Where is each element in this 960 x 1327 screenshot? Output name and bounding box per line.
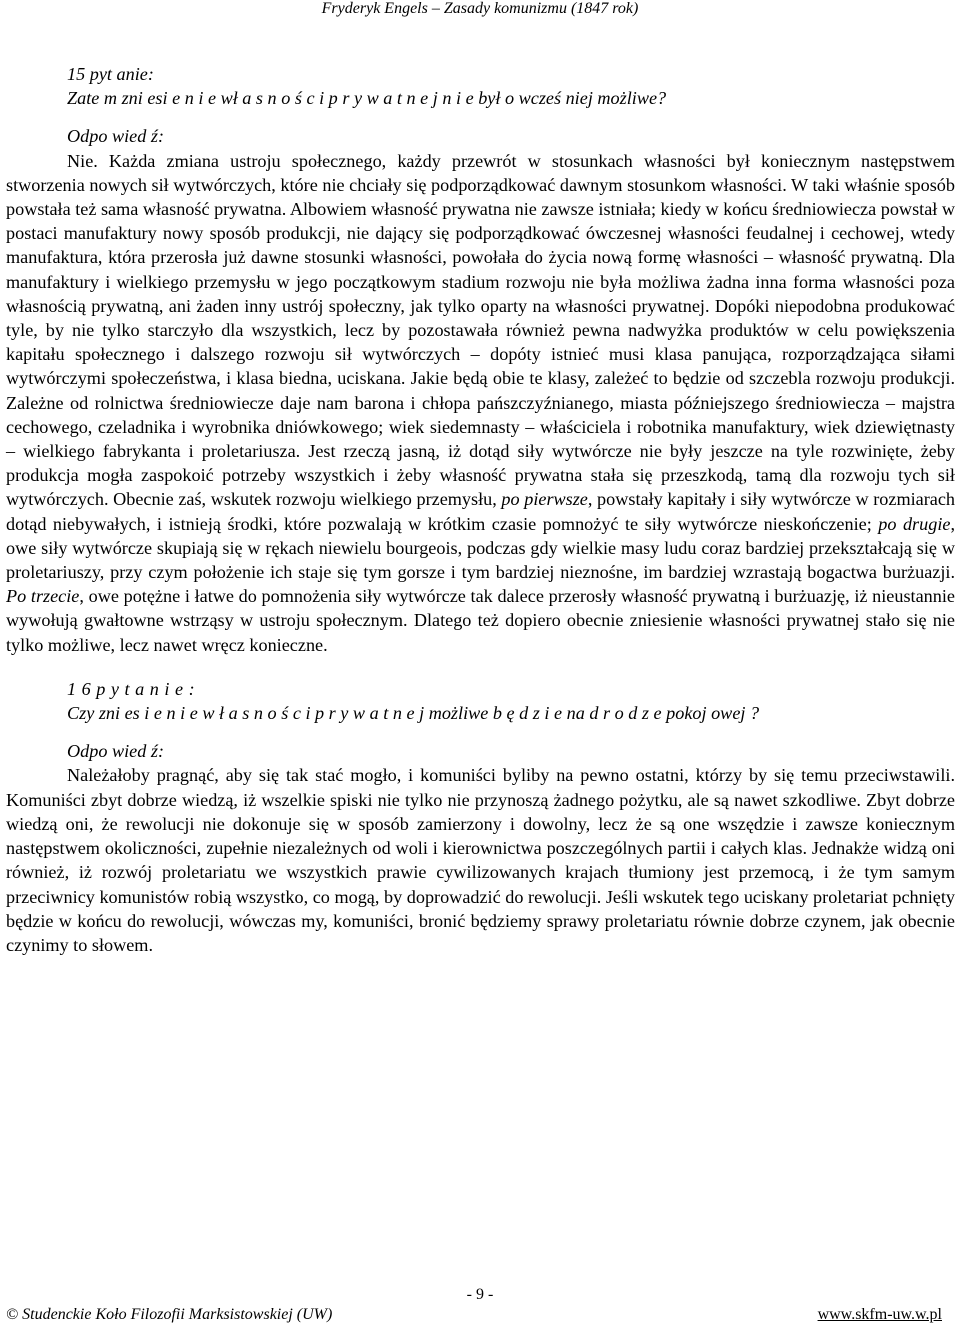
answer-16-paragraph: Należałoby pragnąć, aby się tak stać mogło, i komuniści byliby na pewno ostatni, którzy by się temu przeciwstawili. Komuniści zbyt dobrze wiedzą, iż wszelkie spiski nie tylko nie przynoszą żadnego pożytku, ale są nawet szkodliwe. Zbyt dobrze wiedzą oni, że rewolucji nie dokonuje się w sposób zamierzony i dowolny, lecz że są one wszędzie i zawsze koniecznym następstwem okoliczności, zupełnie niezależnych od woli i kierownictwa poszczególnych partii i całych klas. Jednakże widzą oni również, iż rozwój proletariatu we wszystkich prawie cywilizowanych krajach tłumiony jest przemocą, i że tym samym przeciwnicy komunistów robią wszystko, co mogą, by doprowadzić do rewolucji. Jeśli wskutek tego uciskany proletariat pchnięty będzie w końcu do rewolucji, wówczas my, komuniści, bronić będziemy sprawy proletariatu równie dobrze czynem, jak obecnie czynimy to słowem. xyxy=(6,765,955,955)
question-16-label: 1 6 p y t a n i e : xyxy=(67,678,196,699)
question-15-label: 15 pyt anie: xyxy=(67,64,154,84)
answer-15-emph-1: po pierwsze xyxy=(501,489,588,510)
answer-15-paragraph xyxy=(6,149,955,657)
answer-16-label: Odpo wied ź: xyxy=(67,741,164,762)
answer-15-text-c: , owe siły wytwórcze skupiają się w rękach niewielu bourgeois, podczas gdy wielkie masy ludu coraz bardziej przekształcają się w proletariuszy, przy czym położenie ich staje się tym gorsze i tym bardziej nieznośne, im bardziej wzrastają bogactwa burżuazji. xyxy=(6,513,955,583)
answer-15-text-d: , owe potężne i łatwe do pomnożenia siły wytwórcze tak dalece przerosły własność prywatną i burżuazję, iż nieustannie wywołują gwałtowne wstrząsy w ustroju społecznym. Dlatego też dopiero obecnie zniesienie własności prywatnej stało się nie tylko możliwe, lecz nawet wręcz konieczne. xyxy=(6,586,955,655)
answer-15-text-b: , powstały kapitały i siły wytwórcze w rozmiarach dotąd niebywałych, i istnieją środki, które pozwalają w krótkim czasie pomnożyć te siły wytwórcze nieskończenie; xyxy=(6,489,956,534)
running-header: Fryderyk Engels – Zasady komunizmu (1847 rok) xyxy=(321,0,639,17)
answer-15-emph-2: po drugie xyxy=(878,513,951,534)
document-body xyxy=(6,62,955,957)
question-15 xyxy=(6,62,955,657)
footer-copyright: © Studenckie Koło Filozofii Marksistowskiej (UW) xyxy=(6,1306,333,1323)
page-number: - 9 - xyxy=(466,1286,494,1303)
question-15-text: Zate m zni esi e n i e wł a s n o ś c i p r y w a t n e j n i e był o wcześ niej możliwe? xyxy=(67,88,667,109)
answer-15-label: Odpo wied ź: xyxy=(67,126,164,147)
section-gap xyxy=(6,657,955,677)
question-16-text: Czy zni es i e n i e w ł a s n o ś c i p r y w a t n e j możliwe b ę d z i e na d r o d z e pokoj owej ? xyxy=(67,703,760,724)
answer-15-text-a: Nie. Każda zmiana ustroju społecznego, każdy przewrót w stosunkach własności był koniecznym następstwem stworzenia nowych sił wytwórczych, które nie chciały się podporządkować dawnym stosunkom własności. W taki właśnie sposób powstała też sama własność prywatna. Albowiem własność prywatna nie zawsze istniała; kiedy w końcu średniowiecza powstał w postaci manufaktury nowy sposób produkcji, nie dający się podporządkować ówczesnej własności feudalnej i cechowej, wtedy manufaktura, która przerosła już dawne stosunki własności, powołała do życia nową formę własności – własność prywatną. Dla manufaktury i wielkiego przemysłu w jego początkowym stadium rozwoju nie była możliwa żadna inna forma własności poza własnością prywatną, ani żaden inny ustrój społeczny, jak tylko oparty na własności prywatnej. Dopóki niepodobna produkować tyle, by nie tylko starczyło dla wszystkich, lecz by pozostawała również pewna nadwyżka produktów w celu powiększenia kapitału społecznego i dalszego rozwoju sił wytwórczych – dopóty istnieć musi klasa panująca, rozporządzająca siłami wytwórczymi społeczeństwa, i klasa biedna, uciskana. Jakie będą obie te klasy, zależeć to będzie od szczebla rozwoju produkcji. Zależne od rolnictwa średniowiecze daje nam barona i chłopa pańszczyźnianego, miasta późniejszego średniowiecza – majstra cechowego, czeladnika i wyrobnika dniówkowego; wiek siedemnasty – właściciela i robotnika manufaktury, wiek dziewiętnasty – wielkiego fabrykanta i proletariusza. Jest rzeczą jasną, iż dotąd siły wytwórcze nie były jeszcze na tyle rozwinięte, żeby produkcja mogła zaspokoić potrzeby wszystkich i żeby własność prywatna stała się przeszkodą, tamą dla rozwoju tych sił wytwórczych. Obecnie zaś, wskutek rozwoju wielkiego przemysłu, xyxy=(6,150,956,510)
footer-website-link[interactable]: www.skfm-uw.w.pl xyxy=(817,1306,942,1323)
question-16 xyxy=(6,677,955,957)
answer-15-emph-3: Po trzecie xyxy=(6,586,80,607)
